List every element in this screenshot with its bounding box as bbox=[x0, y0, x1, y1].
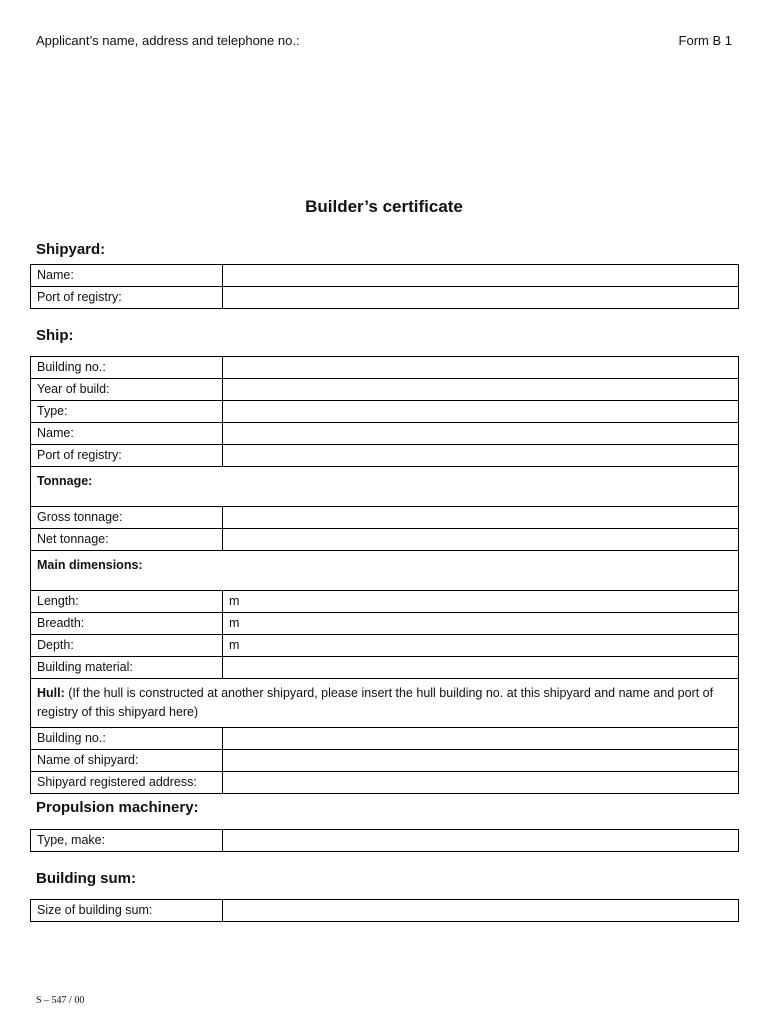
building-sum-heading: Building sum: bbox=[36, 870, 136, 887]
applicant-info-label: Applicant’s name, address and telephone no.: bbox=[36, 33, 300, 48]
hull-shipyard-name-field[interactable] bbox=[223, 750, 739, 772]
ship-name-label: Name: bbox=[31, 423, 223, 445]
building-sum-table bbox=[30, 899, 739, 922]
ship-type-field[interactable] bbox=[223, 401, 739, 423]
shipyard-name-label: Name: bbox=[31, 265, 223, 287]
building-sum-label: Size of building sum: bbox=[31, 900, 223, 922]
shipyard-name-field[interactable] bbox=[223, 265, 739, 287]
table-row bbox=[31, 357, 739, 379]
page-title: Builder’s certificate bbox=[305, 197, 463, 216]
depth-field[interactable]: m bbox=[223, 635, 739, 657]
ship-heading: Ship: bbox=[36, 327, 74, 344]
main-dimensions-subheading: Main dimensions: bbox=[31, 551, 739, 591]
ship-building-no-label: Building no.: bbox=[31, 357, 223, 379]
hull-shipyard-address-label: Shipyard registered address: bbox=[31, 772, 223, 794]
form-id: Form B 1 bbox=[678, 33, 732, 48]
table-row bbox=[31, 401, 739, 423]
net-tonnage-label: Net tonnage: bbox=[31, 529, 223, 551]
hull-shipyard-name-label: Name of shipyard: bbox=[31, 750, 223, 772]
form-code-footer: S – 547 / 00 bbox=[36, 995, 85, 1006]
table-row bbox=[31, 591, 739, 613]
shipyard-port-label: Port of registry: bbox=[31, 287, 223, 309]
hull-building-no-label: Building no.: bbox=[31, 728, 223, 750]
propulsion-type-label: Type, make: bbox=[31, 830, 223, 852]
propulsion-table bbox=[30, 829, 739, 852]
hull-building-no-field[interactable] bbox=[223, 728, 739, 750]
hull-heading: Hull: bbox=[37, 686, 65, 700]
tonnage-subheading: Tonnage: bbox=[31, 467, 739, 507]
ship-year-field[interactable] bbox=[223, 379, 739, 401]
table-row bbox=[31, 900, 739, 922]
hull-shipyard-address-field[interactable] bbox=[223, 772, 739, 794]
table-row bbox=[31, 657, 739, 679]
ship-port-field[interactable] bbox=[223, 445, 739, 467]
table-row bbox=[31, 287, 739, 309]
ship-table bbox=[30, 356, 739, 794]
table-row bbox=[31, 379, 739, 401]
table-row bbox=[31, 265, 739, 287]
shipyard-table bbox=[30, 264, 739, 309]
shipyard-port-field[interactable] bbox=[223, 287, 739, 309]
table-row bbox=[31, 445, 739, 467]
breadth-field[interactable]: m bbox=[223, 613, 739, 635]
table-row bbox=[31, 529, 739, 551]
hull-note bbox=[31, 679, 739, 728]
gross-tonnage-field[interactable] bbox=[223, 507, 739, 529]
ship-port-label: Port of registry: bbox=[31, 445, 223, 467]
table-row bbox=[31, 750, 739, 772]
table-row bbox=[31, 679, 739, 728]
hull-instructions: (If the hull is constructed at another shipyard, please insert the hull building no. at this shipyard and name and port of registry of this shipyard here) bbox=[37, 686, 714, 719]
building-material-label: Building material: bbox=[31, 657, 223, 679]
building-material-field[interactable] bbox=[223, 657, 739, 679]
gross-tonnage-label: Gross tonnage: bbox=[31, 507, 223, 529]
table-row bbox=[31, 635, 739, 657]
length-field[interactable]: m bbox=[223, 591, 739, 613]
depth-label: Depth: bbox=[31, 635, 223, 657]
propulsion-heading: Propulsion machinery: bbox=[36, 799, 199, 816]
table-row bbox=[31, 830, 739, 852]
table-row bbox=[31, 551, 739, 591]
ship-year-label: Year of build: bbox=[31, 379, 223, 401]
ship-type-label: Type: bbox=[31, 401, 223, 423]
ship-name-field[interactable] bbox=[223, 423, 739, 445]
propulsion-type-field[interactable] bbox=[223, 830, 739, 852]
building-sum-field[interactable] bbox=[223, 900, 739, 922]
table-row bbox=[31, 507, 739, 529]
table-row bbox=[31, 423, 739, 445]
table-row bbox=[31, 728, 739, 750]
table-row bbox=[31, 467, 739, 507]
table-row bbox=[31, 613, 739, 635]
table-row bbox=[31, 772, 739, 794]
ship-building-no-field[interactable] bbox=[223, 357, 739, 379]
length-label: Length: bbox=[31, 591, 223, 613]
shipyard-heading: Shipyard: bbox=[36, 241, 106, 258]
breadth-label: Breadth: bbox=[31, 613, 223, 635]
net-tonnage-field[interactable] bbox=[223, 529, 739, 551]
